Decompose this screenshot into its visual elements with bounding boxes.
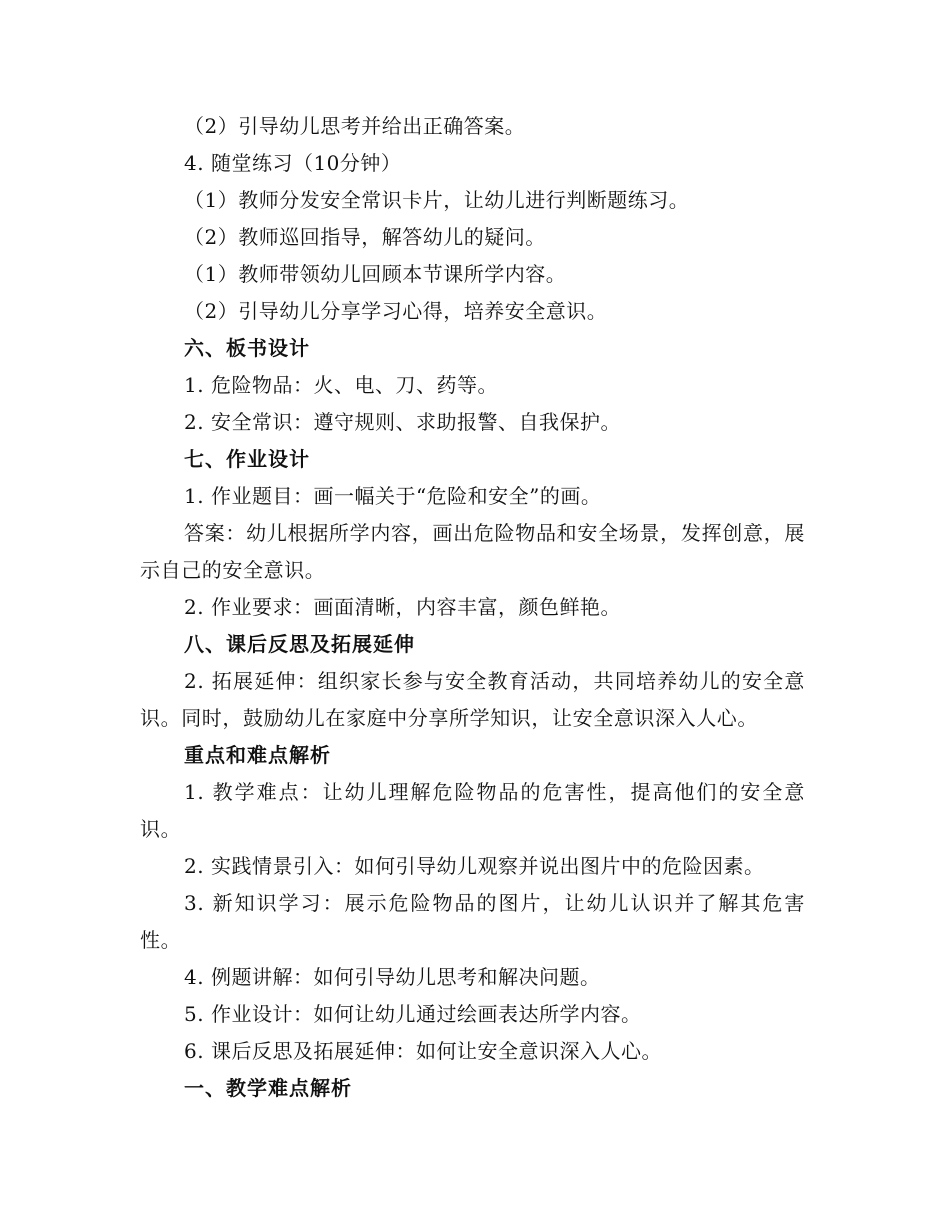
text-line: （1）教师带领幼儿回顾本节课所学内容。 — [184, 262, 567, 286]
text-line: （2）教师巡回指导，解答幼儿的疑问。 — [184, 225, 546, 249]
paragraph: 3. 新知识学习：展示危险物品的图片，让幼儿认识并了解其危害性。 — [140, 891, 805, 952]
text-line: 5. 作业设计：如何让幼儿通过绘画表达所学内容。 — [184, 1002, 642, 1026]
text-line: 2. 实践情景引入：如何引导幼儿观察并说出图片中的危险因素。 — [184, 854, 765, 878]
text-line: 4. 例题讲解：如何引导幼儿思考和解决问题。 — [184, 965, 601, 989]
text-line: 2. 作业要求：画面清晰，内容丰富，颜色鲜艳。 — [184, 595, 621, 619]
text-line: 1. 作业题目：画一幅关于“危险和安全”的画。 — [184, 484, 602, 508]
paragraph: 2. 拓展延伸：组织家长参与安全教育活动，共同培养幼儿的安全意识。同时，鼓励幼儿在家庭中分享所学知识，让安全意识深入人心。 — [140, 669, 805, 730]
text-line: （1）教师分发安全常识卡片，让幼儿进行判断题练习。 — [184, 188, 690, 212]
section-heading: 八、课后反思及拓展延伸 — [184, 632, 415, 656]
section-heading: 六、板书设计 — [184, 336, 310, 360]
text-line: （2）引导幼儿分享学习心得，培养安全意识。 — [184, 299, 608, 323]
text-line: （2）引导幼儿思考并给出正确答案。 — [184, 114, 526, 138]
section-heading: 重点和难点解析 — [184, 743, 331, 767]
section-heading: 一、教学难点解析 — [184, 1076, 352, 1100]
text-line: 2. 安全常识：遵守规则、求助报警、自我保护。 — [184, 410, 621, 434]
text-line: 4. 随堂练习（10分钟） — [184, 151, 402, 175]
section-heading: 七、作业设计 — [184, 447, 310, 471]
paragraph: 1. 教学难点：让幼儿理解危险物品的危害性，提高他们的安全意识。 — [140, 780, 805, 841]
paragraph: 答案：幼儿根据所学内容，画出危险物品和安全场景，发挥创意，展示自己的安全意识。 — [140, 521, 805, 582]
text-line: 1. 危险物品：火、电、刀、药等。 — [184, 373, 498, 397]
document-body — [140, 108, 805, 1107]
text-line: 6. 课后反思及拓展延伸：如何让安全意识深入人心。 — [184, 1039, 662, 1063]
